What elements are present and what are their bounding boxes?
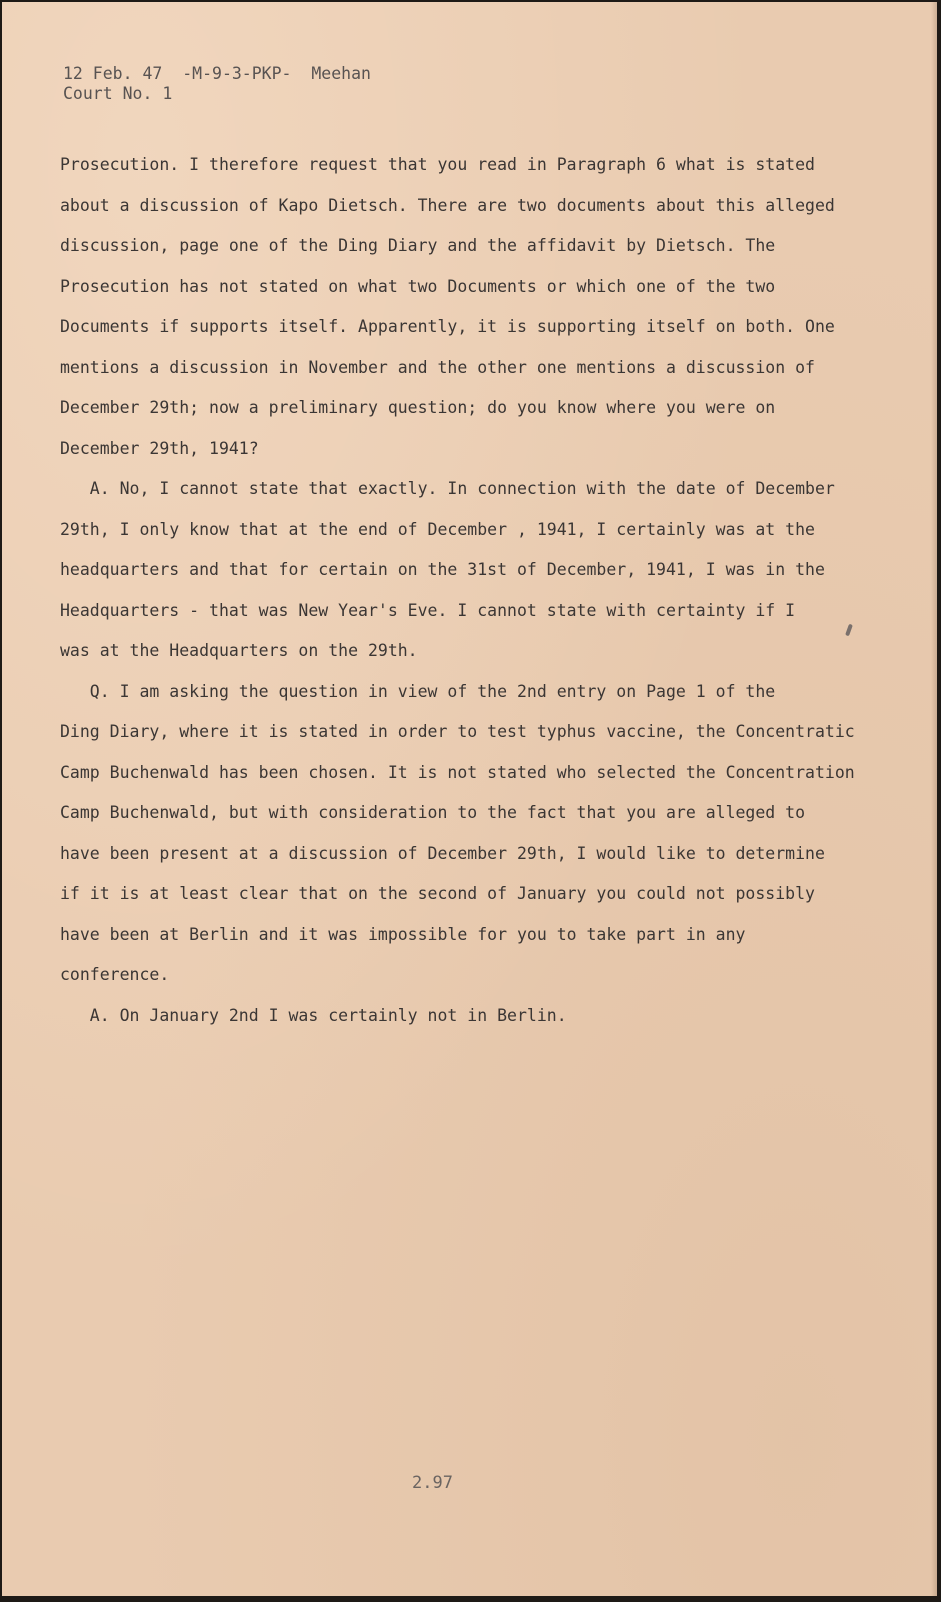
document-page (2, 2, 937, 1596)
transcript-line: have been at Berlin and it was impossible for you to take part in any (60, 924, 746, 944)
header-court-number: Court No. 1 (63, 84, 173, 103)
document-header (63, 64, 371, 104)
transcript-line: December 29th, 1941? (60, 438, 259, 458)
page-number: 2.97 (412, 1473, 453, 1493)
header-date-reference: 12 Feb. 47 -M-9-3-PKP- Meehan (63, 64, 371, 83)
transcript-line: 29th, I only know that at the end of December , 1941, I certainly was at the (60, 519, 815, 539)
transcript-line: Prosecution has not stated on what two Documents or which one of the two (60, 276, 776, 296)
transcript-line: December 29th; now a preliminary question; do you know where you were on (60, 398, 776, 417)
transcript-line: A. No, I cannot state that exactly. In connection with the date of December (60, 479, 835, 498)
transcript-line: have been present at a discussion of December 29th, I would like to determine (60, 843, 825, 863)
transcript-line: mentions a discussion in November and the other one mentions a discussion of (60, 357, 815, 377)
transcript-line: if it is at least clear that on the second of January you could not possibly (60, 884, 815, 903)
transcript-line: Headquarters - that was New Year's Eve. I cannot state with certainty if I (60, 600, 796, 620)
transcript-line: Camp Buchenwald, but with consideration to the fact that you are alleged to (60, 803, 806, 822)
transcript-line: Documents if supports itself. Apparently, it is supporting itself on both. One (60, 317, 835, 336)
transcript-line: Camp Buchenwald has been chosen. It is not stated who selected the Concentration (60, 762, 855, 782)
transcript-line: A. On January 2nd I was certainly not in Berlin. (60, 1005, 567, 1025)
transcript-line: headquarters and that for certain on the 31st of December, 1941, I was in the (60, 560, 825, 579)
transcript-line: conference. (60, 965, 170, 984)
transcript-body (60, 145, 875, 1036)
transcript-line: about a discussion of Kapo Dietsch. There are two documents about this alleged (60, 195, 835, 215)
transcript-line: was at the Headquarters on the 29th. (60, 641, 418, 660)
transcript-line: Ding Diary, where it is stated in order to test typhus vaccine, the Concentratic (60, 722, 855, 741)
transcript-line: Prosecution. I therefore request that you read in Paragraph 6 what is stated (60, 155, 815, 174)
page-edge-shadow (931, 2, 937, 1596)
transcript-line: discussion, page one of the Ding Diary and the affidavit by Dietsch. The (60, 236, 776, 255)
transcript-line: Q. I am asking the question in view of the 2nd entry on Page 1 of the (60, 681, 776, 701)
